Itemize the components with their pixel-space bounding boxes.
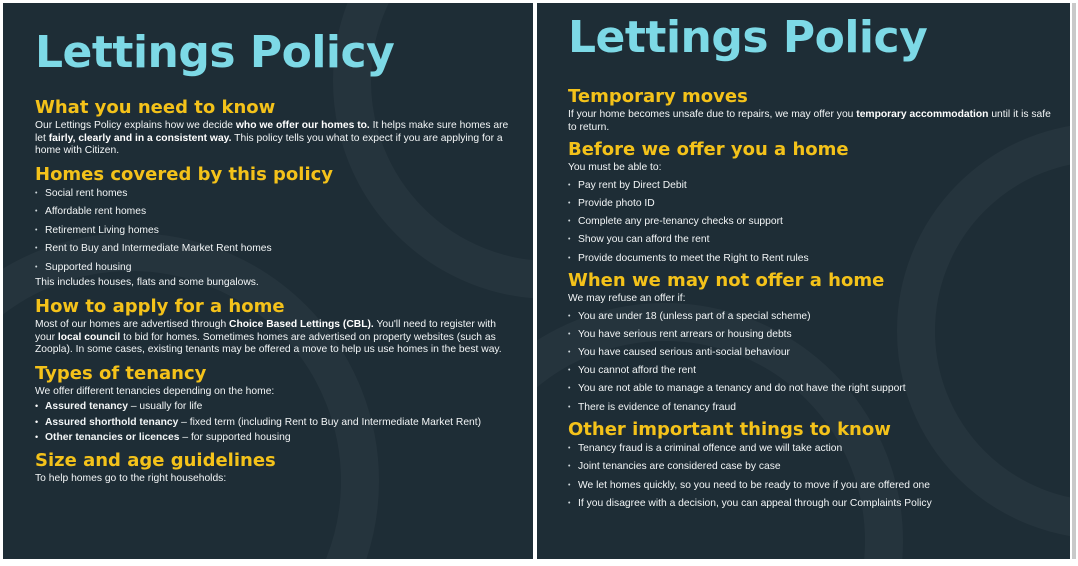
section-heading-before-offer: Before we offer you a home <box>568 139 849 161</box>
emphasis-text: temporary accommodation <box>856 109 989 120</box>
how-to-apply-text: Most of our homes are advertised through Choice Based Lettings (CBL). You'll need to register with your local council to bid for homes. Sometimes homes are advertised on property websites (such as Zoopla). In some cases, existing tenants may be offered a move to help us use homes in the best way. <box>35 318 502 356</box>
emphasis-text: local council <box>57 331 121 343</box>
homes-covered-item: • Affordable rent homes <box>35 206 513 219</box>
tenancy-types-intro: We offer different tenancies depending on the home: <box>35 385 275 397</box>
other-item: • If you disagree with a decision, you can appeal through our Complaints Policy <box>568 498 1056 511</box>
homes-covered-item: • Retirement Living homes <box>35 225 513 238</box>
tenancy-type-name: Other tenancies or licences <box>45 432 180 444</box>
homes-covered-list <box>35 188 513 275</box>
section-heading-tenancy-types: Types of tenancy <box>35 362 207 384</box>
may-not-offer-item: • You are not able to manage a tenancy and do not have the right support <box>568 383 1056 396</box>
temporary-text: If your home becomes unsafe due to repairs, we may offer you temporary accommodation until it is safe to return. <box>568 109 1051 133</box>
may-not-offer-item: • You are under 18 (unless part of a special scheme) <box>568 311 1056 324</box>
may-not-offer-list <box>568 311 1056 415</box>
page-title: Lettings Policy <box>568 12 928 63</box>
homes-covered-note: This includes houses, flats and some bungalows. <box>35 277 259 289</box>
before-offer-list <box>568 180 1056 265</box>
before-offer-item: • Pay rent by Direct Debit <box>568 180 1056 193</box>
other-item: • Joint tenancies are considered case by case <box>568 461 1056 474</box>
section-heading-size-age: Size and age guidelines <box>35 449 276 471</box>
before-offer-item: • Provide photo ID <box>568 198 1056 211</box>
may-not-offer-intro: We may refuse an offer if: <box>568 293 686 305</box>
emphasis-text: Choice Based Lettings (CBL). <box>229 318 374 330</box>
left-content <box>35 97 513 485</box>
tenancy-type-item: • Assured shorthold tenancy – fixed term (including Rent to Buy and Intermediate Market Rent) <box>35 417 513 429</box>
section-heading-may-not-offer: When we may not offer a home <box>568 270 885 292</box>
may-not-offer-item: • You have serious rent arrears or housing debts <box>568 329 1056 342</box>
tenancy-type-item: • Assured tenancy – usually for life <box>35 401 513 413</box>
other-item: • We let homes quickly, so you need to be ready to move if you are offered one <box>568 480 1056 493</box>
emphasis-text: fairly, clearly and in a consistent way. <box>48 132 232 144</box>
section-heading-how-to-apply: How to apply for a home <box>35 295 285 317</box>
tenancy-type-name: Assured shorthold tenancy <box>45 416 179 428</box>
emphasis-text: who we offer our homes to. <box>235 120 370 131</box>
homes-covered-item: • Social rent homes <box>35 188 513 201</box>
before-offer-item: • Provide documents to meet the Right to Rent rules <box>568 253 1056 266</box>
section-heading-temporary: Temporary moves <box>568 86 748 107</box>
may-not-offer-item: • There is evidence of tenancy fraud <box>568 402 1056 415</box>
what-you-need-text: Our Lettings Policy explains how we decide who we offer our homes to. It helps make sure homes are let fairly, clearly and in a consistent way. This policy tells you what to expect if you are applying for a home with Citizen. <box>35 120 509 157</box>
section-heading-other: Other important things to know <box>568 419 891 441</box>
may-not-offer-item: • You have caused serious anti-social behaviour <box>568 347 1056 360</box>
size-age-text: To help homes go to the right households: <box>35 472 227 484</box>
page-title: Lettings Policy <box>35 27 395 78</box>
section-heading-what-you-need: What you need to know <box>35 97 276 118</box>
right-content <box>568 86 1056 510</box>
may-not-offer-item: • You cannot afford the rent <box>568 365 1056 378</box>
before-offer-intro: You must be able to: <box>568 162 662 174</box>
before-offer-item: • Complete any pre-tenancy checks or support <box>568 216 1056 229</box>
tenancy-type-name: Assured tenancy <box>45 401 128 413</box>
tenancy-types-list <box>35 401 513 444</box>
other-item: • Tenancy fraud is a criminal offence and we will take action <box>568 443 1056 456</box>
page-right <box>537 3 1070 559</box>
homes-covered-item: • Supported housing <box>35 262 513 275</box>
homes-covered-item: • Rent to Buy and Intermediate Market Rent homes <box>35 243 513 256</box>
scrollbar-edge <box>1072 3 1076 559</box>
tenancy-type-item: • Other tenancies or licences – for supported housing <box>35 432 513 444</box>
before-offer-item: • Show you can afford the rent <box>568 234 1056 247</box>
page-left <box>3 3 533 559</box>
section-heading-homes-covered: Homes covered by this policy <box>35 163 334 185</box>
other-list <box>568 443 1056 510</box>
